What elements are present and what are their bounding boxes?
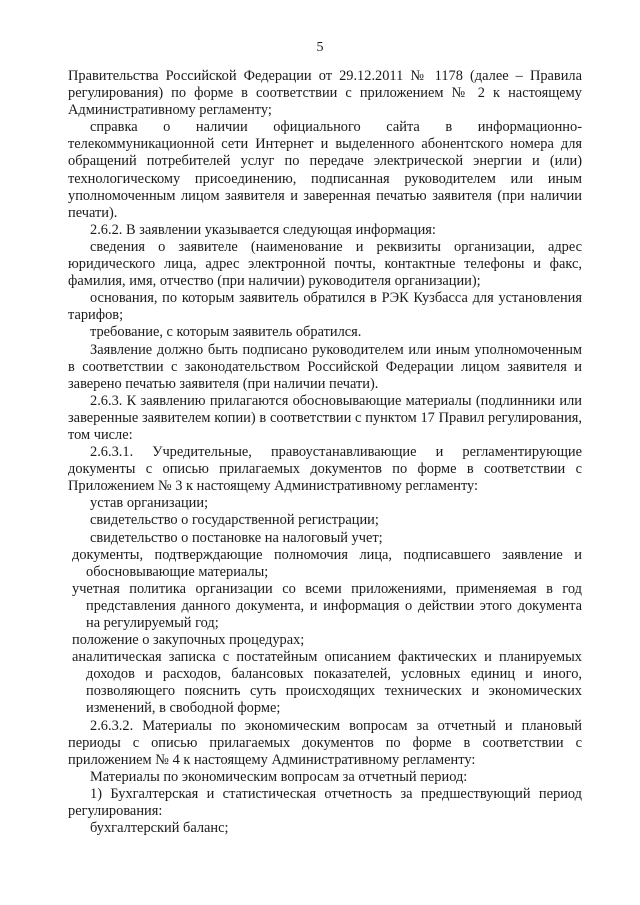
- paragraph: устав организации;: [90, 495, 209, 512]
- paragraph: справка о наличии официального сайта в информационно-телекоммуникационной сети Интернет и выделенного абонентского номера для обращений потребителей услуг по передаче электрической энергии и (или) технологическому присоединению, подписанная руководителем или иным уполномоченным лицом заявителя и заверенная печатью заявителя (при наличии печати).: [68, 119, 582, 221]
- paragraph: 1) Бухгалтерская и статистическая отчетность за предшествующий период регулирования:: [68, 785, 582, 820]
- paragraph: 2.6.2. В заявлении указывается следующая информация:: [90, 221, 436, 238]
- paragraph: 2.6.3.1. Учредительные, правоустанавливающие и регламентирующие документы с описью прилагаемых документов по форме в соответствии с Приложением № 3 к настоящему Административному регламенту:: [68, 444, 582, 495]
- paragraph: положение о закупочных процедурах;: [72, 632, 305, 649]
- paragraph: Заявление должно быть подписано руководителем или иным уполномоченным в соответствии с законодательством Российской Федерации лицом заявителя и заверено печатью заявителя (при наличии печати).: [68, 341, 582, 392]
- paragraph: свидетельство о государственной регистрации;: [90, 512, 379, 529]
- paragraph: 2.6.3.2. Материалы по экономическим вопросам за отчетный и плановый периоды с описью прилагаемых документов по форме в соответствии с приложением № 4 к настоящему Административному регламенту:: [68, 717, 582, 768]
- paragraph: требование, с которым заявитель обратился.: [90, 324, 362, 341]
- paragraph: учетная политика организации со всеми приложениями, применяемая в год представления данного документа, и информация о действии этого документа на регулируемый год;: [72, 580, 582, 631]
- paragraph: свидетельство о постановке на налоговый учет;: [90, 529, 383, 546]
- paragraph: основания, по которым заявитель обратился в РЭК Кузбасса для установления тарифов;: [68, 290, 582, 324]
- paragraph: 2.6.3. К заявлению прилагаются обосновывающие материалы (подлинники или заверенные заявителем копии) в соответствии с пунктом 17 Правил регулирования, том числе:: [68, 392, 582, 443]
- paragraph: Правительства Российской Федерации от 29.12.2011 № 1178 (далее – Правила регулирования) по форме в соответствии с приложением № 2 к настоящему Административному регламенту;: [68, 68, 582, 119]
- paragraph: документы, подтверждающие полномочия лица, подписавшего заявление и обосновывающие материалы;: [72, 546, 582, 580]
- document-body: [68, 68, 582, 837]
- paragraph: аналитическая записка с постатейным описанием фактических и планируемых доходов и расходов, балансовых показателей, условных единиц и иного, позволяющего пояснить суть происходящих технических и экономических изменений, в свободной форме;: [72, 649, 582, 717]
- paragraph: бухгалтерский баланс;: [90, 820, 229, 837]
- paragraph: Материалы по экономическим вопросам за отчетный период:: [90, 768, 468, 785]
- paragraph: сведения о заявителе (наименование и реквизиты организации, адрес юридического лица, адрес электронной почты, контактные телефоны и факс, фамилия, имя, отчество (при наличии) руководителя организации);: [68, 238, 582, 290]
- page-number: 5: [316, 40, 324, 55]
